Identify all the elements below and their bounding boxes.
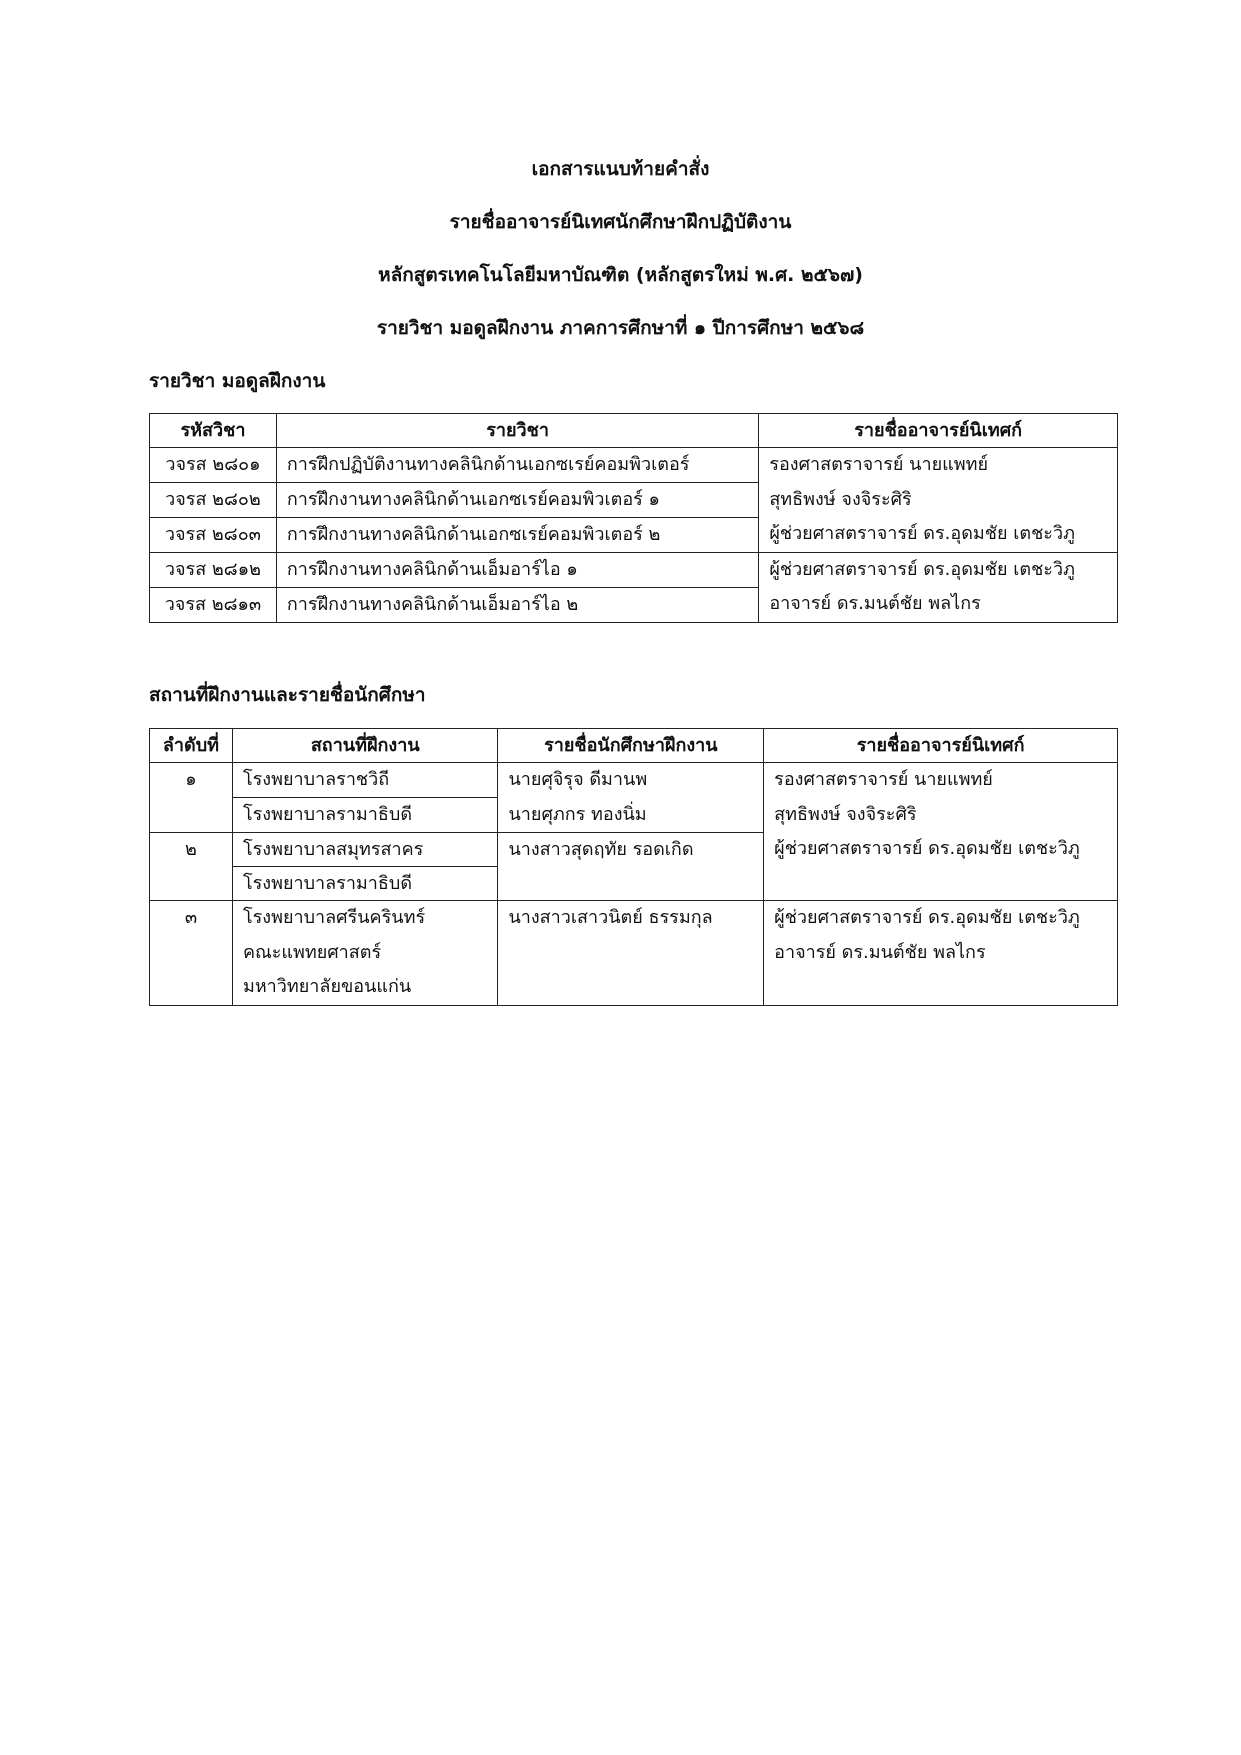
section-title-sites: สถานที่ฝึกงานและรายชื่อนักศึกษา xyxy=(149,684,426,706)
doc-heading-2: รายชื่ออาจารย์นิเทศนักศึกษาฝึกปฏิบัติงาน xyxy=(449,211,792,233)
supervisor-name: ผู้ช่วยศาสตราจารย์ ดร.อุดมชัย เตชะวิภู xyxy=(774,907,1080,928)
course-code: วจรส ๒๘๐๓ xyxy=(150,517,277,552)
header-supervisors: รายชื่ออาจารย์นิเทศก์ xyxy=(759,414,1118,448)
student-name: นายศุภกร ทองนิ่ม xyxy=(508,803,647,825)
supervisor-list xyxy=(759,552,1118,622)
table-header-row xyxy=(150,414,1118,448)
header-course-code: รหัสวิชา xyxy=(150,414,277,448)
course-code: วจรส ๒๘๑๒ xyxy=(150,552,277,587)
supervisor-name: ผู้ช่วยศาสตราจารย์ ดร.อุดมชัย เตชะวิภู xyxy=(769,523,1075,544)
site-name: โรงพยาบาลรามาธิบดี xyxy=(232,798,498,833)
student-name: นางสาวเสาวนิตย์ ธรรมกุล xyxy=(508,907,713,928)
order-number: ๒ xyxy=(150,833,233,901)
table-row xyxy=(150,448,1118,483)
site-name: โรงพยาบาลรามาธิบดี xyxy=(232,867,498,901)
doc-heading-3: หลักสูตรเทคโนโลยีมหาบัณฑิต (หลักสูตรใหม่ พ.ศ. ๒๕๖๗) xyxy=(378,264,863,286)
header-site: สถานที่ฝึกงาน xyxy=(232,729,498,763)
site-name xyxy=(232,901,498,1006)
student-list xyxy=(498,833,764,901)
course-code: วจรส ๒๘๐๒ xyxy=(150,482,277,517)
course-name: การฝึกงานทางคลินิกด้านเอกซเรย์คอมพิวเตอร์ ๑ xyxy=(276,482,758,517)
header-supervisors: รายชื่ออาจารย์นิเทศก์ xyxy=(764,729,1118,763)
course-code: วจรส ๒๘๐๑ xyxy=(150,448,277,483)
supervisor-name: รองศาสตราจารย์ นายแพทย์ xyxy=(774,769,993,790)
supervisor-name: ผู้ช่วยศาสตราจารย์ ดร.อุดมชัย เตชะวิภู xyxy=(774,838,1080,859)
order-number: ๓ xyxy=(150,901,233,1006)
student-name: นางสาวสุดฤทัย รอดเกิด xyxy=(508,839,694,860)
supervisor-name: อาจารย์ ดร.มนต์ชัย พลไกร xyxy=(774,941,986,963)
course-name: การฝึกงานทางคลินิกด้านเอ็มอาร์ไอ ๑ xyxy=(276,552,758,587)
section-title-courses: รายวิชา มอดูลฝึกงาน xyxy=(149,370,326,392)
supervisor-list xyxy=(764,763,1118,901)
supervisor-list xyxy=(759,448,1118,553)
site-name-line: มหาวิทยาลัยขอนแก่น xyxy=(242,976,412,997)
doc-heading-4: รายวิชา มอดูลฝึกงาน ภาคการศึกษาที่ ๑ ปีการศึกษา ๒๕๖๘ xyxy=(376,317,865,339)
table-row xyxy=(150,763,1118,798)
supervisor-name: สุทธิพงษ์ จงจิระศิริ xyxy=(769,488,912,510)
course-name: การฝึกงานทางคลินิกด้านเอ็มอาร์ไอ ๒ xyxy=(276,587,758,622)
site-name: โรงพยาบาลราชวิถี xyxy=(232,763,498,798)
header-students: รายชื่อนักศึกษาฝึกงาน xyxy=(498,729,764,763)
student-list xyxy=(498,763,764,833)
course-code: วจรส ๒๘๑๓ xyxy=(150,587,277,622)
supervisor-list xyxy=(764,901,1118,1006)
course-name: การฝึกปฏิบัติงานทางคลินิกด้านเอกซเรย์คอมพิวเตอร์ xyxy=(276,448,758,483)
doc-heading-1: เอกสารแนบท้ายคำสั่ง xyxy=(531,158,710,180)
courses-table xyxy=(149,413,1118,623)
supervisor-name: รองศาสตราจารย์ นายแพทย์ xyxy=(769,454,988,475)
header-order: ลำดับที่ xyxy=(150,729,233,763)
student-name: นายศุจิรุจ ดีมานพ xyxy=(508,769,648,790)
sites-table xyxy=(149,728,1118,1006)
supervisor-name: สุทธิพงษ์ จงจิระศิริ xyxy=(774,803,917,825)
table-row xyxy=(150,552,1118,587)
header-course-name: รายวิชา xyxy=(276,414,758,448)
student-list xyxy=(498,901,764,1006)
course-name: การฝึกงานทางคลินิกด้านเอกซเรย์คอมพิวเตอร์ ๒ xyxy=(276,517,758,552)
supervisor-name: อาจารย์ ดร.มนต์ชัย พลไกร xyxy=(769,593,981,614)
site-name: โรงพยาบาลสมุทรสาคร xyxy=(232,833,498,867)
site-name-line: คณะแพทยศาสตร์ xyxy=(242,941,382,963)
table-row xyxy=(150,901,1118,1006)
supervisor-name: ผู้ช่วยศาสตราจารย์ ดร.อุดมชัย เตชะวิภู xyxy=(769,558,1075,580)
order-number: ๑ xyxy=(150,763,233,833)
site-name-line: โรงพยาบาลศรีนครินทร์ xyxy=(242,907,426,928)
table-header-row xyxy=(150,729,1118,763)
